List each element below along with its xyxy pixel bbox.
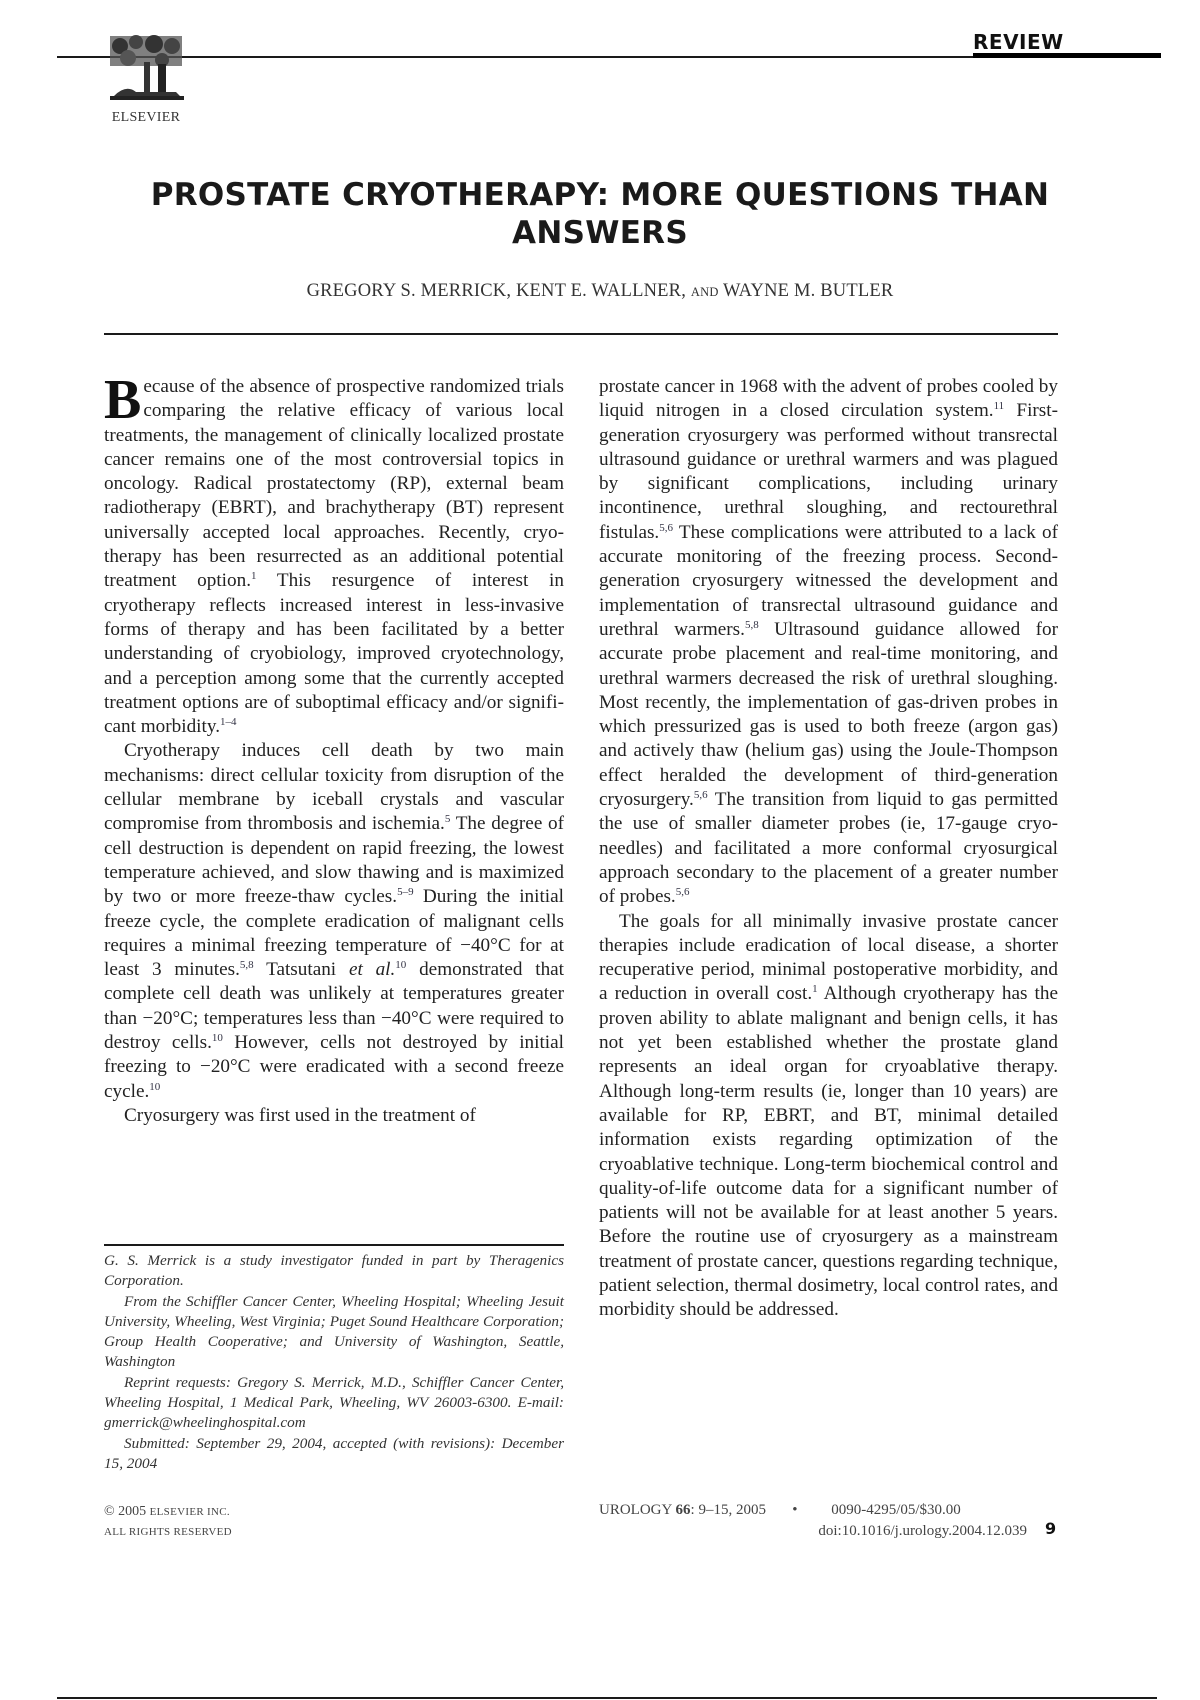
citation-link[interactable]: 5,6 bbox=[659, 521, 673, 534]
elsevier-tree-icon bbox=[106, 34, 186, 102]
citation-link[interactable]: 1 bbox=[812, 983, 818, 996]
bottom-rule bbox=[57, 1697, 1157, 1699]
body-column-right bbox=[599, 375, 1058, 1323]
section-label: REVIEW bbox=[973, 30, 1064, 54]
paragraph-text: First-generation cryosurgery was performed without transrectal ultrasound guidance or urethral warmers and was plagued by significant complications, including urinary incontinence, urethral sloughing, and rectourethral fistulas. bbox=[599, 400, 1058, 543]
authors-conjunction: AND bbox=[690, 285, 719, 299]
copyright-year: © 2005 bbox=[104, 1504, 147, 1519]
paragraph-text: The degree of cell destruction is dependent on rapid freezing, the lowest temperature achieved, and slow thawing and is maximized by two or more freeze-thaw cycles. bbox=[104, 813, 564, 908]
footnote-affiliation: From the Schiffler Cancer Center, Wheeling Hospital; Wheeling Jesuit University, Wheeling, West Virginia; Puget Sound Healthcare Corporation; Group Health Cooperative; and University of Washington, Seattle, Washington bbox=[104, 1292, 564, 1371]
footnote-funding: G. S. Merrick is a study investigator funded in part by Theragenics Corporation. bbox=[104, 1252, 564, 1290]
drop-cap: B bbox=[104, 369, 142, 431]
paragraph bbox=[104, 739, 564, 1103]
doi-link[interactable]: doi:10.1016/j.urology.2004.12.039 bbox=[818, 1523, 1027, 1539]
paragraph-text: Ultrasound guidance allowed for accurate probe placement and real-time monitoring, and urethral warmers decreased the risk of urethral sloughing. Most recently, the implementation of gas-driven probes in which pressurized gas is used to both freeze (argon gas) and actively thaw (helium gas) using the Joule-Thompson effect heralded the development of third-generation cryosurgery. bbox=[599, 618, 1058, 811]
citation-link[interactable]: 11 bbox=[993, 400, 1005, 413]
article-title: PROSTATE CRYOTHERAPY: MORE QUESTIONS THAN ANSWERS bbox=[150, 177, 1050, 251]
paragraph-text: However, cells not destroyed by initial freezing to −20°C were eradicated with a second freeze cycle. bbox=[104, 1032, 564, 1102]
paragraph bbox=[104, 369, 564, 739]
authors-primary: GREGORY S. MERRICK, KENT E. WALLNER, bbox=[306, 281, 687, 301]
et-al: et al. bbox=[348, 959, 396, 981]
citation-link[interactable]: 5–9 bbox=[397, 886, 414, 899]
publisher-name: ELSEVIER bbox=[111, 110, 181, 125]
citation-link[interactable]: 5,8 bbox=[239, 959, 254, 972]
rights-reserved: ALL RIGHTS RESERVED bbox=[104, 1526, 232, 1538]
citation-link[interactable]: 5,8 bbox=[744, 618, 759, 631]
article-authors bbox=[150, 281, 1050, 302]
footnote-submitted: Submitted: September 29, 2004, accepted (with revisions): December 15, 2004 bbox=[104, 1434, 564, 1472]
paragraph-text: The goals for all minimally invasive prostate cancer therapies include eradication of local disease, a shorter recuperative period, minimal postoperative morbidity, and a reduction in overall cost. bbox=[599, 910, 1058, 1005]
paragraph-text: Cryosurgery was first used in the treatment of bbox=[124, 1104, 476, 1126]
citation-link[interactable]: 5,6 bbox=[675, 886, 690, 899]
paragraph bbox=[599, 910, 1058, 1323]
paragraph-text: During the initial freeze cycle, the complete eradication of malignant cells requires a minimal freezing temperature of −40°C for at least 3 minutes. bbox=[104, 886, 564, 981]
paragraph bbox=[104, 1104, 564, 1128]
issn-price: 0090-4295/05/$30.00 bbox=[831, 1502, 961, 1518]
title-rule bbox=[104, 333, 1058, 335]
publisher-logo bbox=[104, 34, 188, 126]
paragraph-text: Although cryotherapy has the proven ability to ablate malignant and benign cells, it has not yet been established whether the prostate gland represents an ideal organ for cryoablative therapy. Although long-term results (ie, longer than 10 years) are available for RP, EBRT, and BT, minimal detailed information exists regarding optimization of the cryoablative technique. Long-term biochemical control and quality-of-life outcome data for a significant number of patients will not be available for at least another 5 years. Before the routine use of cryosurgery as a mainstream treatment of prostate cancer, questions regarding technique, patient selection, thermal dosimetry, local control rates, and morbidity should be addressed. bbox=[599, 983, 1058, 1321]
paragraph-text: These complications were attributed to a lack of accurate monitoring of the freezing process. Second-generation cryosurgery witnessed the development and implementation of transrectal ultrasound guidance and urethral warmers. bbox=[599, 521, 1058, 640]
citation-link[interactable]: 10 bbox=[211, 1032, 223, 1045]
separator-bullet: • bbox=[792, 1502, 798, 1518]
page-number: 9 bbox=[1045, 1519, 1057, 1538]
footnote-rule bbox=[104, 1244, 564, 1246]
body-column-left bbox=[104, 369, 565, 1128]
paragraph-text: demonstrated that complete cell death was unlikely at temperatures greater than −20°C; temperatures less than −40°C were required to destroy cells. bbox=[104, 959, 565, 1054]
paragraph-text: ecause of the absence of prospective randomized trials comparing the relative efficacy of various local treatments, the management of clinically localized prostate cancer remains one of the most controversial topics in oncology. Radical prostatectomy (RP), external beam radiotherapy (EBRT), and brachytherapy (BT) represent universally accepted local approaches. Recently, cryotherapy has been resurrected as an additional potential treatment option. bbox=[104, 376, 564, 592]
journal-reference bbox=[599, 1500, 1079, 1542]
paragraph-text: This resurgence of interest in cryotherapy reflects increased interest in less-invasive forms of therapy and has been facilitated by a better understanding of cryobiology, improved cryotechnology, and a perception among some that the currently accepted treatment options are of suboptimal efficacy and/or significant morbidity. bbox=[104, 570, 564, 738]
copyright-publisher: ELSEVIER INC. bbox=[149, 1506, 230, 1518]
paragraph-text: Cryotherapy induces cell death by two main mechanisms: direct cellular toxicity from disruption of the cellular membrane by iceball crystals and vascular compromise from thrombosis and ischemia. bbox=[104, 740, 564, 835]
authors-last: WAYNE M. BUTLER bbox=[723, 281, 894, 301]
paragraph-text: Tatsutani bbox=[253, 959, 349, 981]
citation-link[interactable]: 1 bbox=[251, 570, 257, 583]
paragraph-text: The transition from liquid to gas permitted the use of smaller diameter probes (ie, 17-gauge cryoneedles) and facilitated a more conformal cryosurgical approach secondary to the placement of a greater number of probes. bbox=[599, 789, 1058, 908]
citation-link[interactable]: 5,6 bbox=[693, 789, 708, 802]
journal-volume: 66 bbox=[675, 1502, 691, 1518]
citation-link[interactable]: 5 bbox=[444, 813, 451, 826]
citation-link[interactable]: 10 bbox=[149, 1080, 161, 1093]
journal-pages: : 9–15, 2005 bbox=[690, 1502, 766, 1518]
paragraph-text: prostate cancer in 1968 with the advent of probes cooled by liquid nitrogen in a closed circulation system. bbox=[599, 376, 1058, 422]
citation-link[interactable]: 1–4 bbox=[220, 716, 237, 729]
citation-link[interactable]: 10 bbox=[395, 959, 407, 972]
footnote-reprint: Reprint requests: Gregory S. Merrick, M.D., Schiffler Cancer Center, Wheeling Hospital, 1 Medical Park, Wheeling, WV 26003-6300. E-mail: gmerrick@wheelinghospital.com bbox=[104, 1373, 564, 1432]
copyright bbox=[104, 1502, 232, 1542]
footnotes bbox=[104, 1251, 564, 1474]
journal-name: UROLOGY bbox=[599, 1502, 672, 1518]
paragraph bbox=[599, 375, 1058, 910]
